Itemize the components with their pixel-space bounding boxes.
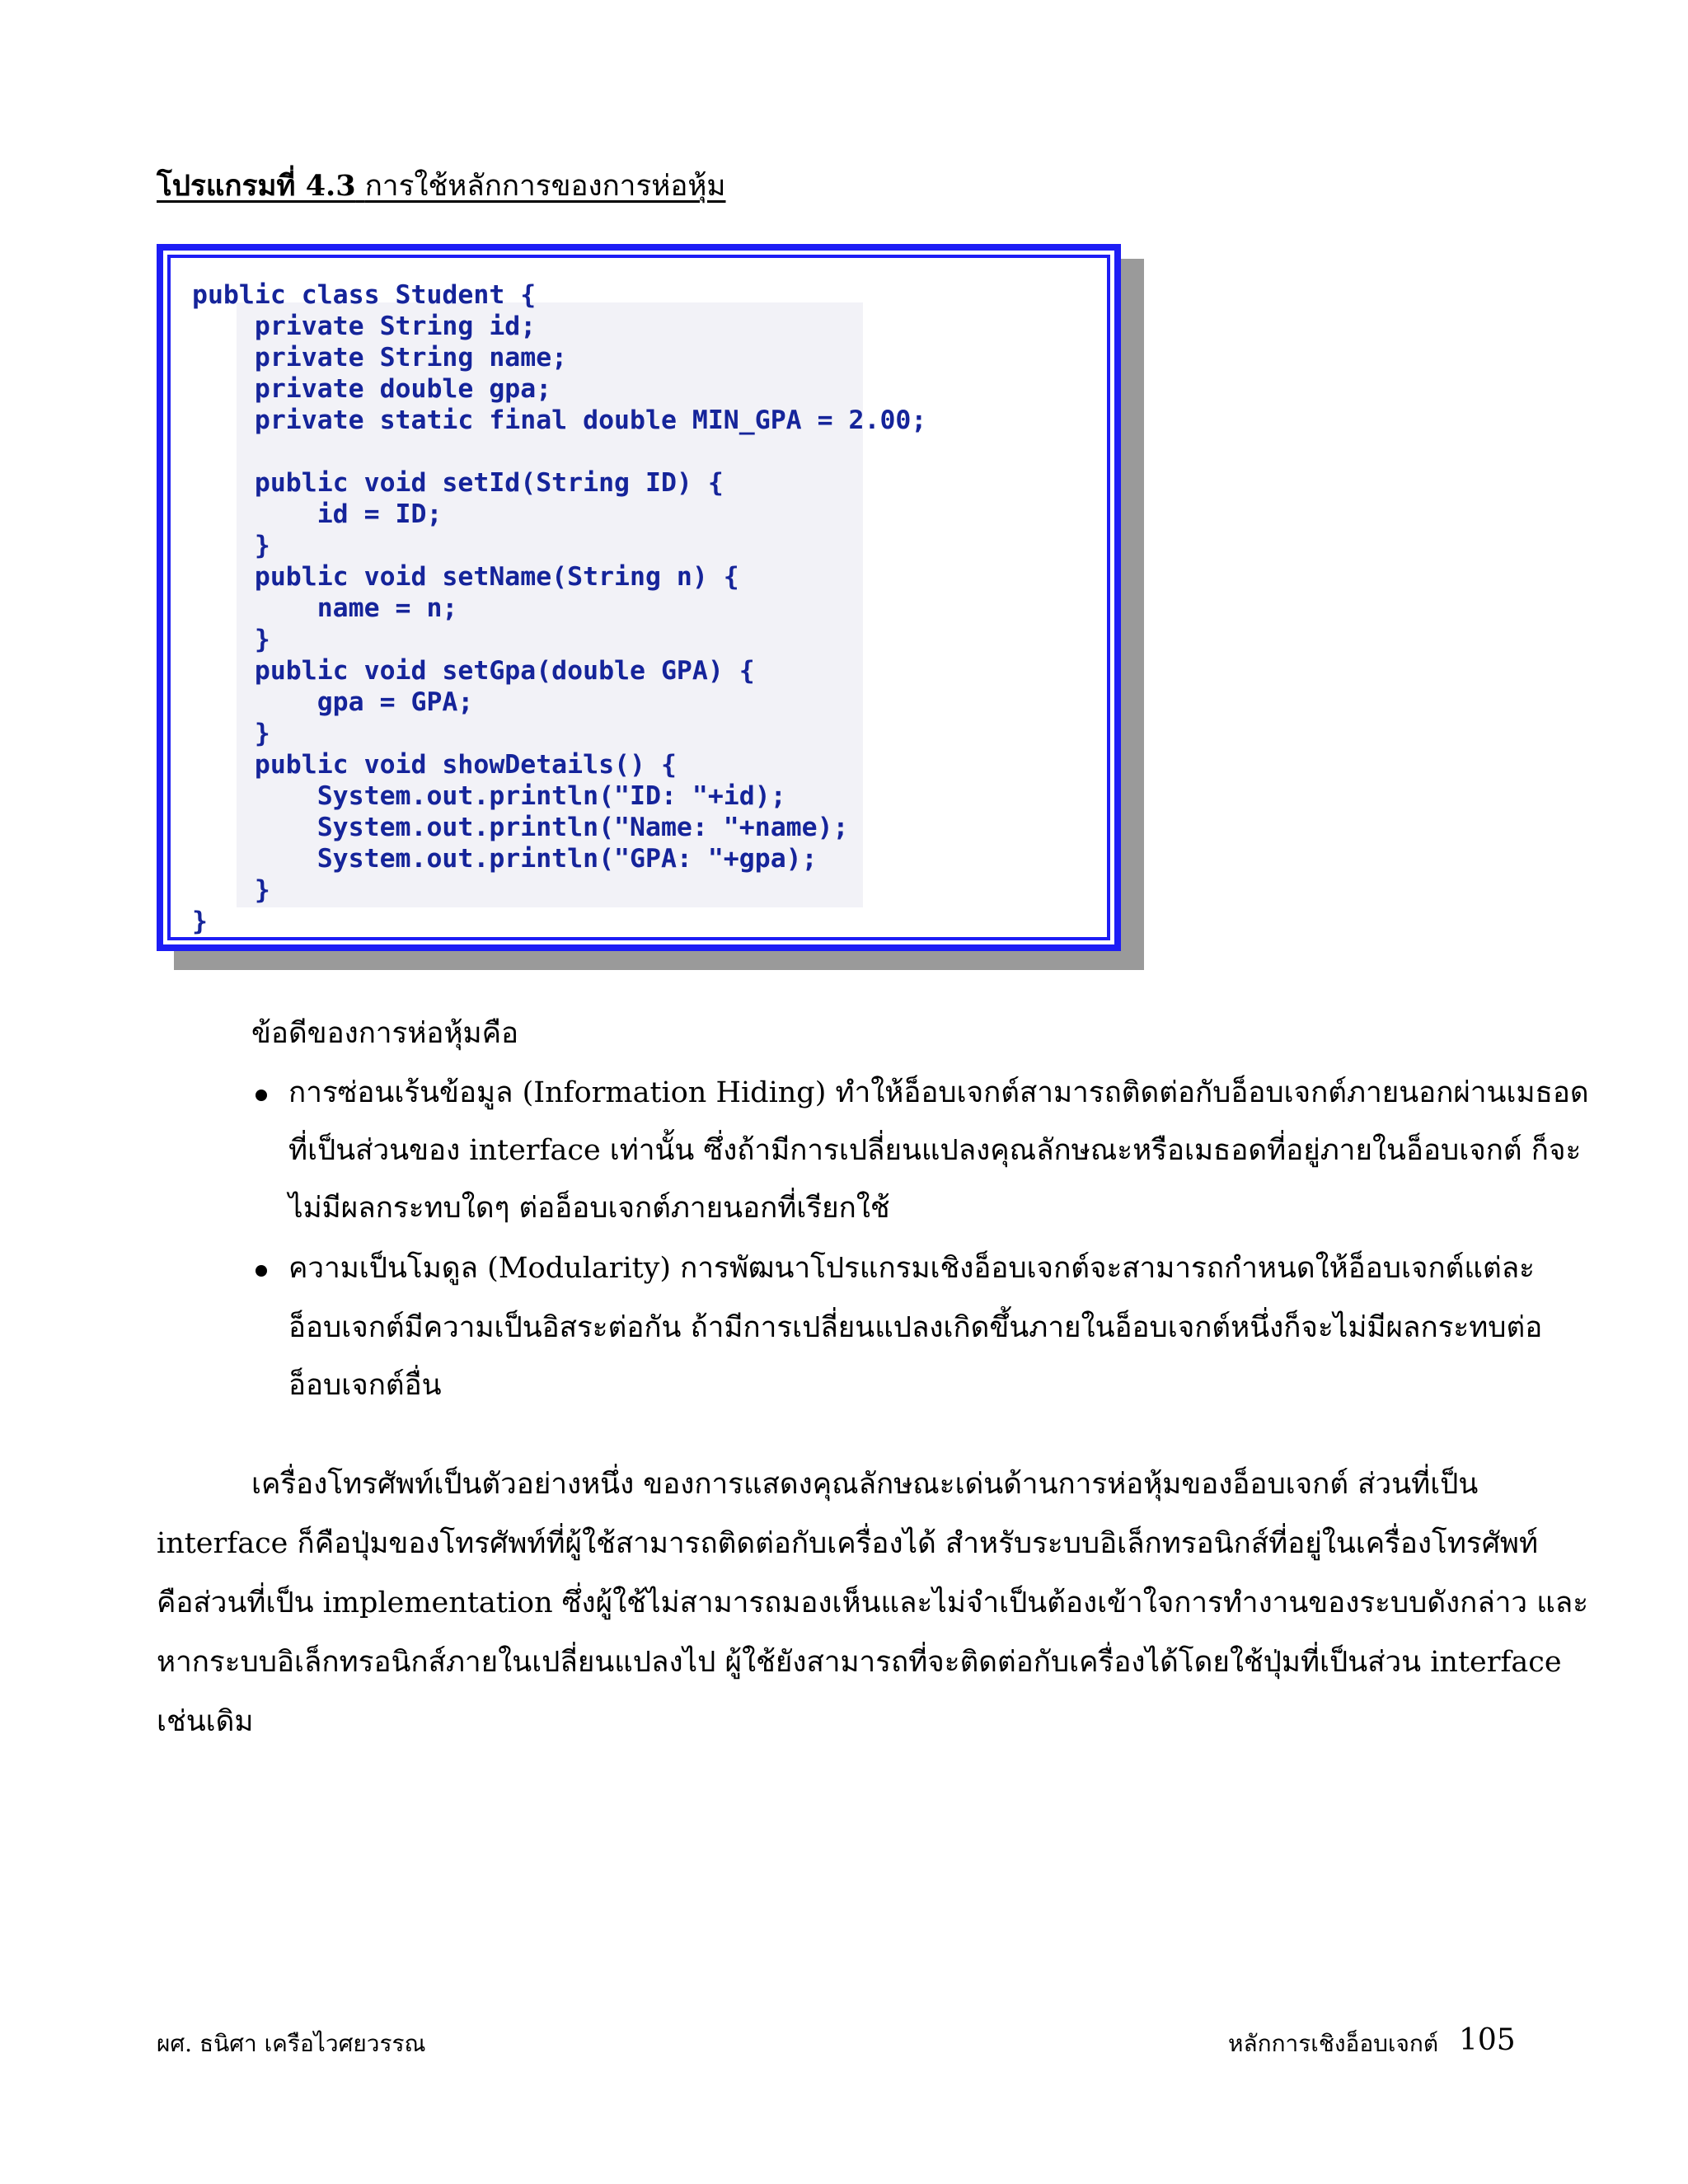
bullet-dot-1 [256,1090,267,1101]
code-line: private static final double MIN_GPA = 2.00; [192,405,927,435]
program-title: การใช้หลักการของการห่อหุ้ม [364,170,726,203]
code-line: public void showDetails() { [192,750,677,780]
paragraph-line4: หากระบบอิเล็กทรอนิกส์ภายในเปลี่ยนแปลงไป ผู้ใช้ยังสามารถที่จะติดต่อกับเครื่องได้โดยใช้ปุ่มที่เป็นส่วน interface [157,1646,1562,1679]
paragraph-line2: interface ก็คือปุ่มของโทรศัพท์ที่ผู้ใช้สามารถติดต่อกับเครื่องได้ สำหรับระบบอิเล็กทรอนิกส์ที่อยู่ในเครื่องโทรศัพท์ [157,1527,1539,1560]
code-line: private String name; [192,343,568,373]
code-box-inner-border [167,255,1110,940]
paragraph-line1: เครื่องโทรศัพท์เป็นตัวอย่างหนึ่ง ของการแสดงคุณลักษณะเด่นด้านการห่อหุ้มของอ็อบเจกต์ ส่วนที่เป็น [251,1468,1479,1501]
code-line: System.out.println("Name: "+name); [192,813,849,842]
code-line: } [192,625,270,654]
bullet-dot-2 [256,1265,267,1277]
code-line: public class Student { [192,280,537,310]
bullet2-line3: อ็อบเจกต์อื่น [288,1369,442,1402]
program-label: โปรแกรมที่ 4.3 [157,169,356,203]
bullet2-line2: อ็อบเจกต์มีความเป็นอิสระต่อกัน ถ้ามีการเปลี่ยนแปลงเกิดขึ้นภายในอ็อบเจกต์หนึ่งก็จะไม่มีผลกระทบต่อ [288,1311,1543,1344]
code-line: } [192,907,208,936]
footer-book-title: หลักการเชิงอ็อบเจกต์ [1228,2030,1439,2057]
bullet2-line1: ความเป็นโมดูล (Modularity) การพัฒนาโปรแกรมเชิงอ็อบเจกต์จะสามารถกำหนดให้อ็อบเจกต์แต่ละ [288,1252,1535,1285]
code-line: System.out.println("GPA: "+gpa); [192,844,818,874]
code-line: public void setGpa(double GPA) { [192,656,755,686]
code-line: id = ID; [192,499,443,529]
bullet1-line2: ที่เป็นส่วนของ interface เท่านั้น ซึ่งถ้ามีการเปลี่ยนแปลงคุณลักษณะหรือเมธอดที่อยู่ภายในอ็อบเจกต์ ก็จะ [288,1134,1582,1167]
bullet1-line1: การซ่อนเร้นข้อมูล (Information Hiding) ทำให้อ็อบเจกต์สามารถติดต่อกับอ็อบเจกต์ภายนอกผ่านเมธอด [288,1076,1589,1109]
paragraph-line3: คือส่วนที่เป็น implementation ซึ่งผู้ใช้ไม่สามารถมองเห็นและไม่จำเป็นต้องเข้าใจการทำงานของระบบดังกล่าว และ [157,1586,1589,1619]
bullet1-line3: ไม่มีผลกระทบใดๆ ต่ออ็อบเจกต์ภายนอกที่เรียกใช้ [288,1192,890,1225]
code-box [157,244,1121,951]
code-line [192,436,926,467]
code-line: name = n; [192,593,458,623]
code-line: } [192,719,270,748]
code-line: private double gpa; [192,374,552,404]
code-line: System.out.println("ID: "+id); [192,781,786,811]
code-line: } [192,875,270,905]
code-line: private String id; [192,312,537,341]
code-line: gpa = GPA; [192,687,474,717]
paragraph-line5: เช่นเดิม [157,1705,254,1738]
code-line: public void setId(String ID) { [192,468,724,498]
code-line: public void setName(String n) { [192,562,739,592]
program-heading [157,165,726,208]
footer-author: ผศ. ธนิศา เครือไวศยวรรณ [157,2030,426,2057]
code-line: } [192,531,270,560]
page-number: 105 [1459,2023,1516,2057]
code-listing [192,279,926,937]
advantages-intro: ข้อดีของการห่อหุ้มคือ [251,1017,519,1050]
